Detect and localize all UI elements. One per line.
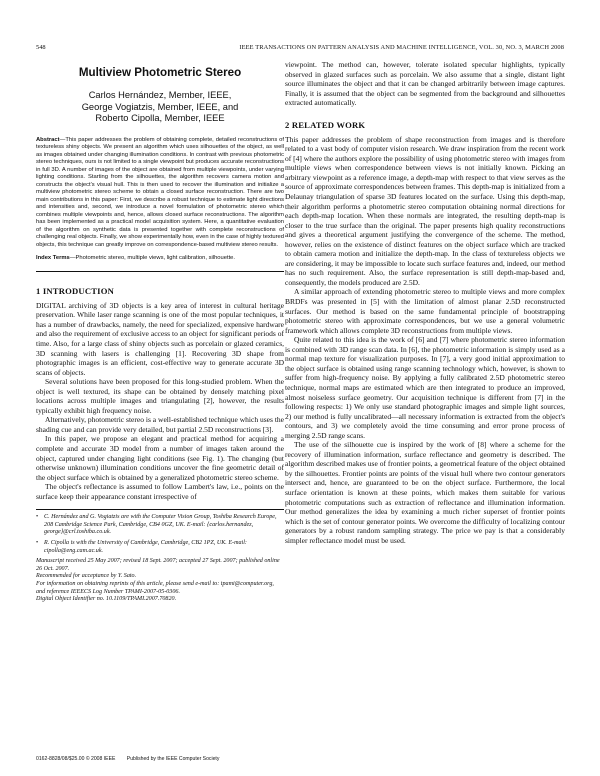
paper-title: Multiview Photometric Stereo: [78, 66, 242, 79]
related-work-body: [285, 135, 565, 546]
index-terms: [36, 255, 284, 263]
bullet: •: [36, 540, 39, 547]
abstract: [36, 137, 284, 250]
paragraph: The use of the silhouette cue is inspired by the work of [8] where a scheme for the recovery of illumination information, surface reflectance and geometry is described. The algorithm described makes use of frontier points, a geometrical feature of the object obtained by the silhouettes. Frontier points are points of the visual hull where two contour generators intersect and, hence, are guaranteed to be on the object surface. Furthermore, the local surface orientation is known at these points, which makes them suitable for various photometric computations such as extraction of reflectance and illumination information. Our method generalizes the idea by examining a much richer superset of frontier points which is the set of contour generator points. We overcome the difficulty of localizing contour generators by a robust random sampling strategy. The price we pay is that a considerably simpler reflectance model must be used.: [285, 440, 565, 545]
recommended-by: Recommended for acceptance by Y. Sato.: [36, 573, 137, 580]
affiliation-footnote: [36, 540, 284, 555]
paragraph: A similar approach of extending photometric stereo to multiple views and more complex BRDFs was presented in [5] with the limitation of almost planar 2.5D reconstructed surfaces. Our method is based on the same fundamental principle of bootstrapping photometric stereo with approximate correspondences, but we use a general volumetric framework which allows complete 3D reconstructions from multiple views.: [285, 287, 565, 335]
paragraph: This paper addresses the problem of shape reconstruction from images and is therefore related to a vast body of computer vision research. We draw inspiration from the recent work of [4] where the authors explore the possibility of using photometric stereo with images from multiple views when correspondence between views is not initially known. Picking an arbitrary viewpoint as a reference image, a depth-map with respect to that view serves as the source of approximate correspondences between frames. This depth-map is initialized from a Delaunay triangulation of sparse 3D features located on the surface. Using this depth-map, their algorithm performs a photometric stereo computation obtaining normal directions for each depth-map location. When these normals are integrated, the resulting depth-map is closer to the true surface than the original. The paper presents high quality reconstructions and gives a theoretical argument justifying the convergence of the scheme. The method, however, relies on the existence of distinct features on the object surface which are tracked to obtain camera motion and initialize the depth-map. In the class of textureless objects we are considering, it may be impossible to locate such surface features and, indeed, our method has no such requirement. Also, the surface representation is still depth-map-based and, consequently, the models produced are 2.5D.: [285, 134, 565, 287]
footnote-text: R. Cipolla is with the University of Cambridge, Cambridge, CB2 1PZ, UK. E-mail: cipolla@eng.cam.ac.uk.: [44, 540, 247, 554]
author-line: Carlos Hernández, Member, IEEE,: [88, 90, 232, 100]
right-column: [285, 60, 565, 545]
paragraph: In this paper, we propose an elegant and practical method for acquiring a complete and accurate 3D model from a number of images taken around the object, captured under changing light conditions (see Fig. 1). The changing (but otherwise unknown) illumination conditions uncover the fine geometric detail of the object surface which is obtained by a generalized photometric stereo scheme.: [36, 434, 284, 482]
footnote-text: C. Hernández and G. Vogiatzis are with the Computer Vision Group, Toshiba Research Europe, 208 Cambridge Science Park, Cambridge, CB4 0GZ, UK. E-mail: {carlos.hernandez, george}@crl.toshiba.co.uk.: [44, 514, 277, 536]
abstract-label: Abstract: [36, 136, 60, 143]
section-divider: [36, 271, 284, 272]
copyright-line: [36, 756, 229, 762]
paragraph: The object's reflectance is assumed to follow Lambert's law, i.e., points on the surface keep their appearance constant irrespective of: [36, 482, 284, 501]
footnotes: [36, 509, 284, 604]
publisher: Published by the IEEE Computer Society: [126, 756, 220, 762]
index-terms-label: Index Terms: [36, 255, 70, 262]
section-heading-related-work: 2 RELATED WORK: [285, 119, 366, 130]
author-line: Roberto Cipolla, Member, IEEE: [95, 113, 225, 124]
paragraph: Alternatively, photometric stereo is a well-established technique which uses the shading cue and can provide very detailed, but partial 2.5D reconstructions [3].: [36, 415, 284, 434]
manuscript-info: Manuscript received 25 May 2007; revised 18 Sept. 2007; accepted 27 Sept. 2007; published online 26 Oct. 2007.: [36, 558, 280, 572]
paragraph: DIGITAL archiving of 3D objects is a key area of interest in cultural heritage preservation. While laser range scanning is one of the most popular techniques, it has a number of drawbacks, namely, the need for specialized, expensive hardware and also the requirement of exclusive access to an object for significant periods of time. Also, for a large class of shiny objects such as porcelain or glazed ceramics, 3D scanning with lasers is challenging [1]. Recovering 3D shape from photographic images is an efficient, cost-effective way to generate accurate 3D scans of objects.: [36, 300, 284, 377]
introduction-body: [36, 301, 284, 501]
paragraph: Quite related to this idea is the work of [6] and [7] where photometric stereo information is combined with 3D range scan data. In [6], the photometric information is simply used as a normal map texture for visualization purposes. In [7], a very good initial approximation to the object surface is obtained using range scanning technology which, however, is shown to suffer from high-frequency noise. By applying a fully calibrated 2.5D photometric stereo technique, normal maps are estimated which are then integrated to produce an improved, almost noiseless surface geometry. Our acquisition technique is different from [7] in the following respects: 1) We only use standard photographic images and simple light sources, 2) our method is fully uncalibrated—all necessary information is extracted from the object's contours, and 3) we completely avoid the time consuming and error prone process of merging 2.5D range scans.: [285, 335, 565, 440]
author-line: George Vogiatzis, Member, IEEE, and: [81, 101, 239, 112]
left-column: [36, 60, 284, 604]
journal-title: IEEE TRANSACTIONS ON PATTERN ANALYSIS AND MACHINE INTELLIGENCE, VOL. 30, NO. 3, MARCH 2008: [239, 44, 564, 51]
author-list: [36, 90, 284, 125]
affiliation-footnote: [36, 514, 284, 537]
section-heading-introduction: 1 INTRODUCTION: [36, 285, 115, 296]
abstract-text: —This paper addresses the problem of obtaining complete, detailed reconstructions of textureless shiny objects. We present an algorithm which uses silhouettes of the object, as well as images obtained under changing illumination conditions. In contrast with previous photometric stereo techniques, ours is not limited to a single viewpoint but produces accurate reconstructions in full 3D. A number of images of the object are obtained from multiple viewpoints, under varying lighting conditions. Starting from the silhouettes, the algorithm recovers camera motion and constructs the object's visual hull. This is then used to recover the illumination and initialize a multiview photometric stereo scheme to obtain a closed surface reconstruction. There are two main contributions in this paper: First, we describe a robust technique to estimate light directions and intensities and, second, we introduce a novel formulation of photometric stereo which combines multiple viewpoints and, hence, allows closed surface reconstructions. The algorithm has been implemented as a practical model acquisition system. Here, a quantitative evaluation of the algorithm on synthetic data is presented together with complete reconstructions of challenging real objects. Finally, we show experimentally how, even in the case of highly textured objects, this technique can greatly improve on correspondence-based multiview stereo results.: [36, 136, 285, 248]
doi: Digital Object Identifier no. 10.1109/TPAMI.2007.70820.: [36, 596, 177, 603]
paragraph: Several solutions have been proposed for this long-studied problem. When the object is well textured, its shape can be obtained by densely matching pixel locations across multiple images and triangulating [2], however, the results typically exhibit high frequency noise.: [36, 377, 284, 415]
index-terms-text: —Photometric stereo, multiple views, light calibration, silhouette.: [69, 255, 236, 262]
paragraph: viewpoint. The method can, however, tolerate isolated specular highlights, typically observed in glazed surfaces such as porcelain. We also assume that a single, distant light source illuminates the object and that it can be changed arbitrarily between image captures. Finally, it is assumed that the object can be segmented from the background and silhouettes extracted automatically.: [285, 60, 565, 108]
intro-continuation: [285, 60, 565, 108]
issn: 0162-8828/08/$25.00 © 2008 IEEE: [36, 756, 116, 762]
running-head: [36, 44, 564, 56]
bullet: •: [36, 514, 39, 521]
page-number: 548: [36, 44, 46, 51]
reprint-info: For information on obtaining reprints of this article, please send e-mail to: tpami@computer.org, and reference IEEECS Log Number TPAMI-2007-05-0306.: [36, 581, 274, 595]
